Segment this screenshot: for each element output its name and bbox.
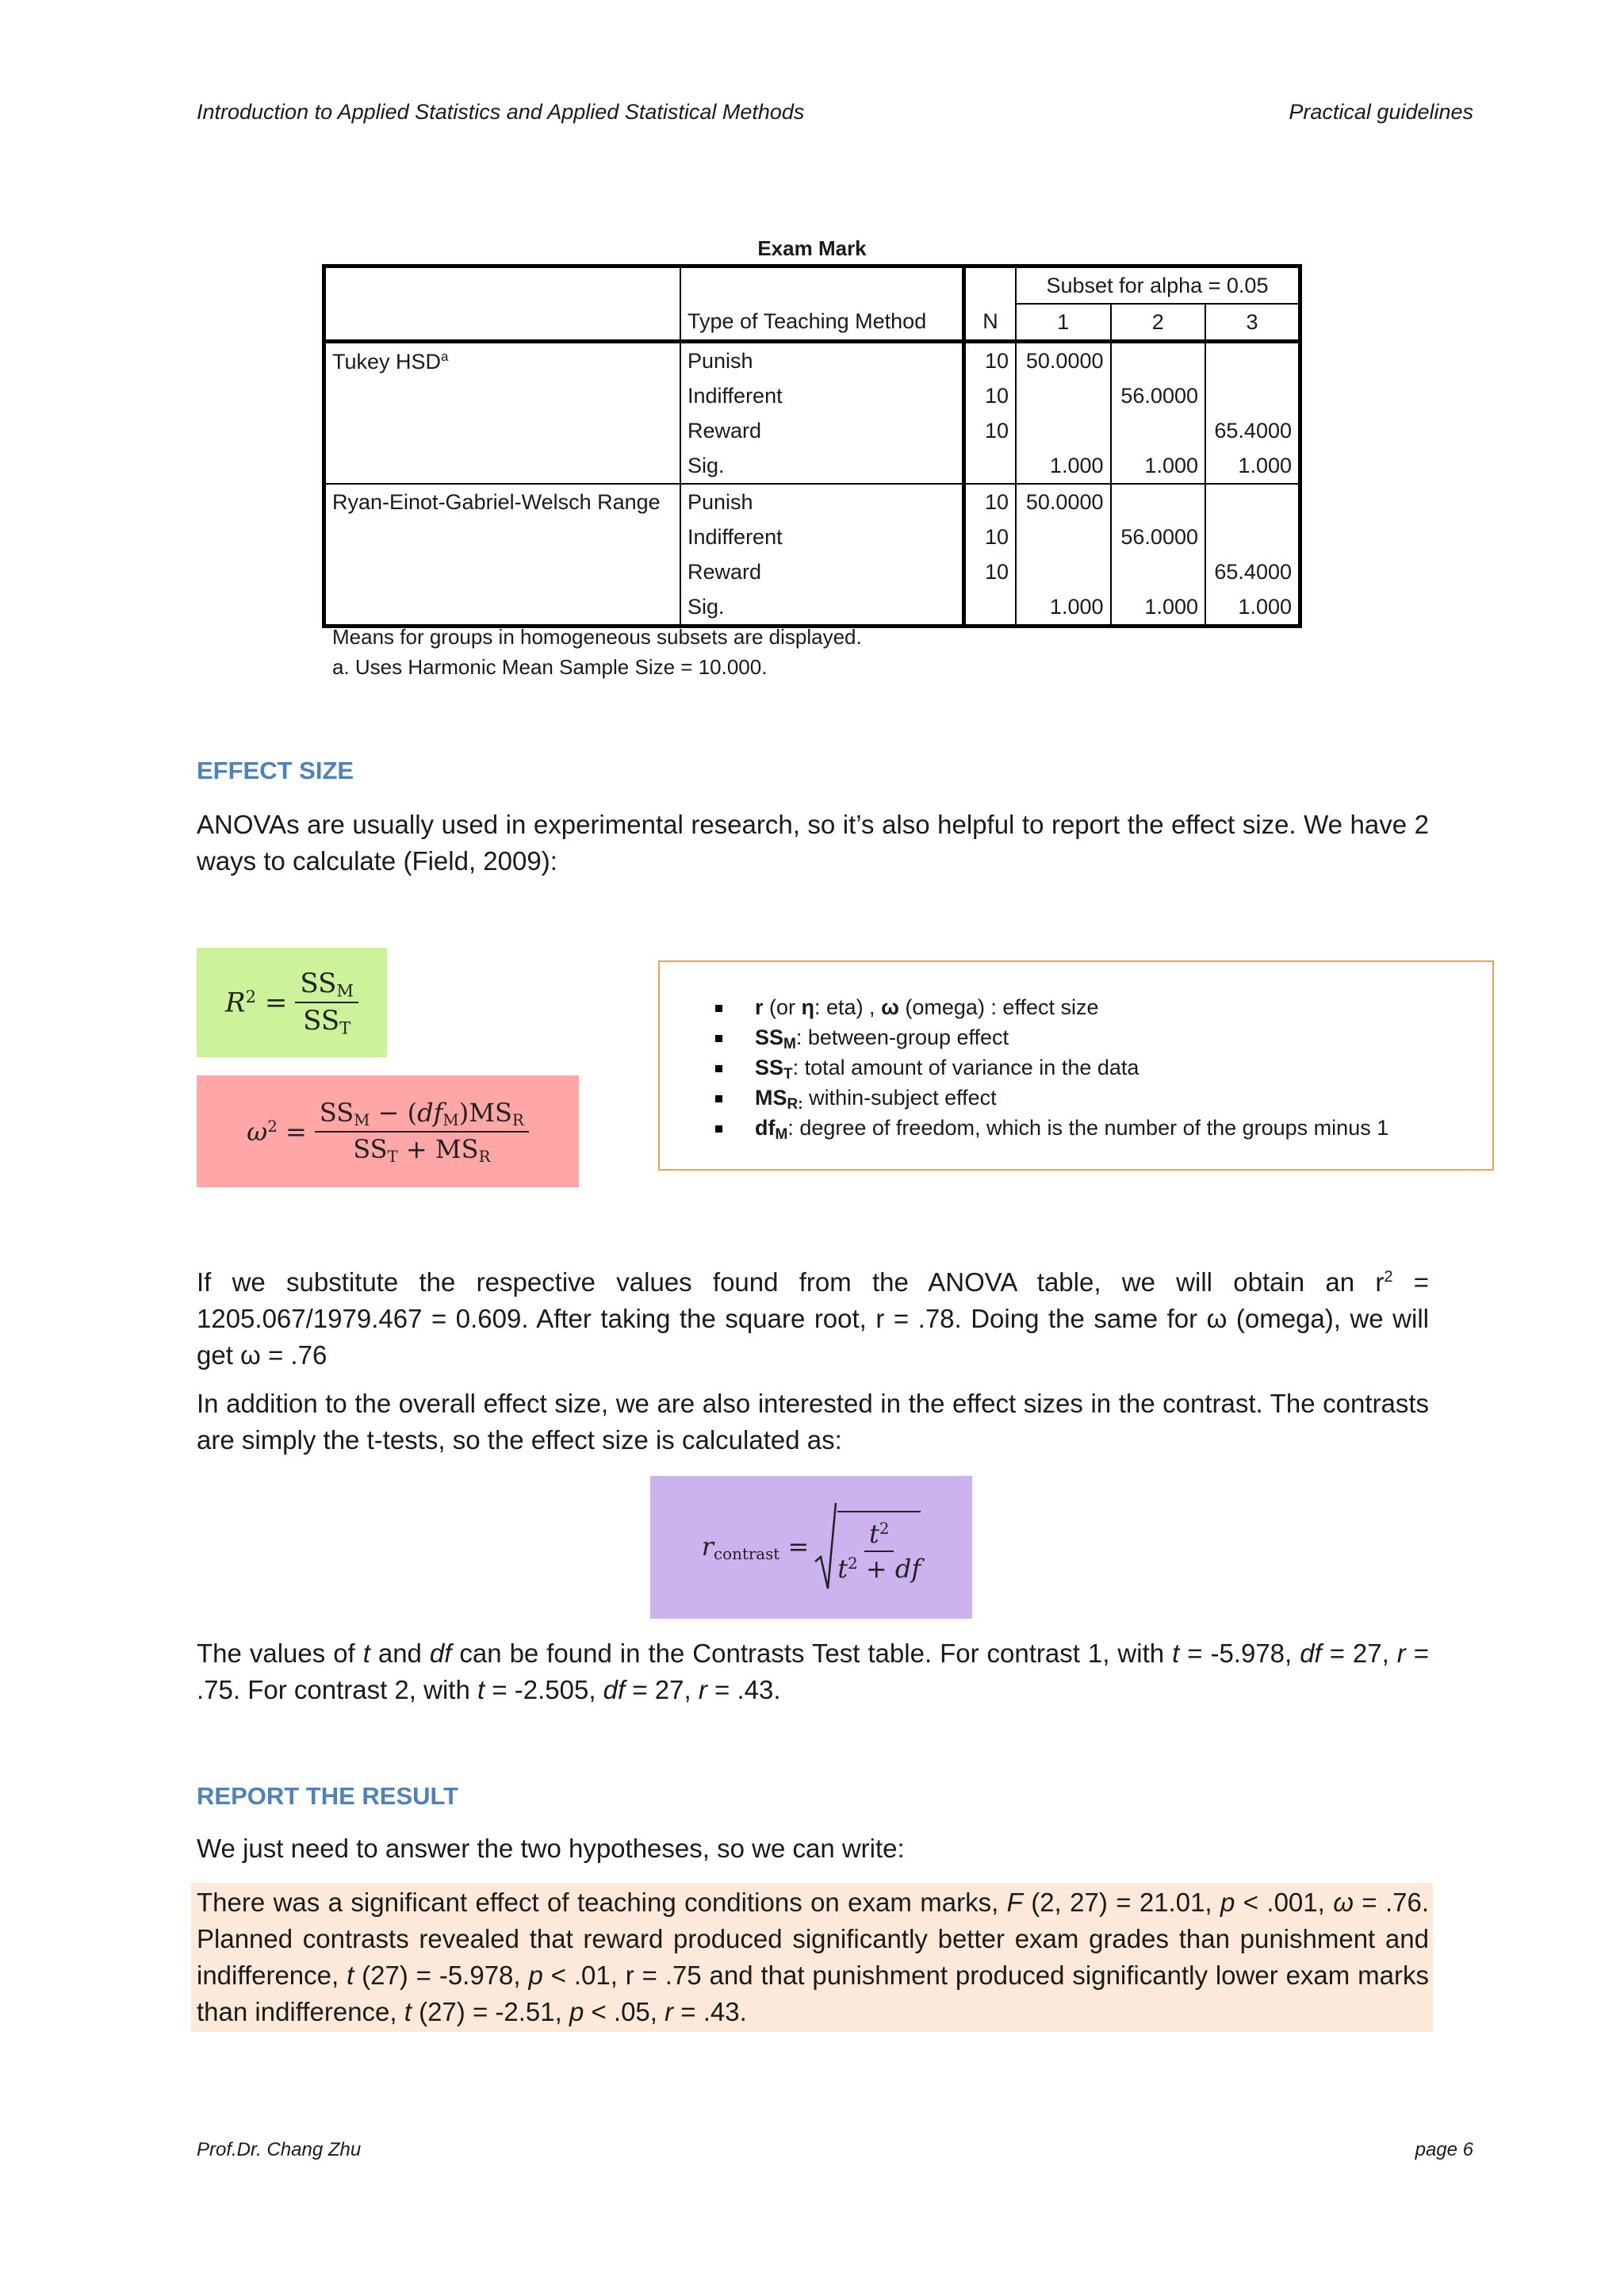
section-heading-effect-size: EFFECT SIZE: [197, 757, 354, 784]
section-heading-report: REPORT THE RESULT: [197, 1782, 459, 1810]
group-label-tukey: Tukey HSD$^a$: [324, 342, 681, 379]
result-paragraph: There was a significant effect of teaching conditions on exam marks, F (2, 27) = 21.01, p < .001, ω = .76. Planned contrasts revealed that reward produced significantly better exam grades than punishment and indifference, t (27) = -5.978, p < .01, r = .75 and that punishment produced significantly lower exam marks than indifference, t (27) = -2.51, p < .05, r = .43.: [197, 1888, 1429, 2026]
col-header-3: 3: [1205, 304, 1300, 342]
table-row: Reward 10 65.4000: [324, 554, 1300, 589]
table-row: Sig. 1.000 1.000 1.000: [324, 448, 1300, 484]
list-item: MSR: within-subject effect: [715, 1083, 1388, 1113]
contrast-values-paragraph: The values of t and df can be found in the Contrasts Test table. For contrast 1, with t = -5.978, df = 27, r = .75. For contrast 2, with t = -2.505, df = 27, r = .43.: [197, 1639, 1430, 1704]
bullet-icon: [715, 1125, 722, 1133]
homogeneous-subsets-table: [322, 264, 1302, 628]
col-header-n: N: [964, 304, 1017, 342]
r-contrast-formula: $r_{contrast}$ = $\frac{t^2}{t^2 + df}$: [650, 1476, 972, 1619]
symbol-legend-box: [658, 960, 1494, 1171]
bullet-icon: [715, 1005, 722, 1012]
table-row: Indifferent 10 56.0000: [324, 519, 1300, 554]
table-row: Sig. 1.000 1.000 1.000: [324, 589, 1300, 627]
r-squared-formula: $R^2$ = $\frac{SS_M}{SS_T}$: [197, 948, 387, 1057]
effect-intro-paragraph: ANOVAs are usually used in experimental research, so it’s also helpful to report the effect size. We have 2 ways to calculate (Field, 2009):: [197, 810, 1429, 876]
substitution-paragraph: If we substitute the respective values found from the ANOVA table, we will obtain an $r^2 = 1205.067/1979.467 = 0.609$. After taking the square root, r = .78. Doing the same for ω (omega), we will get ω = .76: [197, 1267, 1429, 1370]
bullet-icon: [715, 1065, 722, 1072]
list-item: SST: total amount of variance in the data: [715, 1052, 1388, 1083]
contrast-intro-paragraph: In addition to the overall effect size, we are also interested in the effect sizes in the contrast. The contrasts are simply the t-tests, so the effect size is calculated as:: [197, 1389, 1429, 1455]
list-item: dfM: degree of freedom, which is the number of the groups minus 1: [715, 1113, 1388, 1143]
symbol-legend-list: [715, 992, 1388, 1143]
report-intro-paragraph: We just need to answer the two hypotheses, so we can write:: [197, 1834, 905, 1863]
col-header-1: 1: [1016, 304, 1111, 342]
running-header-right: Practical guidelines: [1289, 100, 1473, 124]
footer-author: Prof.Dr. Chang Zhu: [197, 2139, 362, 2160]
table-note-2: a. Uses Harmonic Mean Sample Size = 10.000.: [332, 655, 768, 679]
table-row: Reward 10 65.4000: [324, 413, 1300, 448]
table-row: Indifferent 10 56.0000: [324, 378, 1300, 413]
running-header-left: Introduction to Applied Statistics and Applied Statistical Methods: [197, 100, 805, 124]
table-note-1: Means for groups in homogeneous subsets are displayed.: [332, 625, 862, 649]
footer-page-number: page 6: [1415, 2139, 1473, 2160]
group-label-regwq: Ryan-Einot-Gabriel-Welsch Range: [324, 484, 681, 519]
table-caption: Exam Mark: [757, 236, 867, 260]
bullet-icon: [715, 1095, 722, 1102]
table-row: Tukey HSD$^a$ Punish 10 50.0000: [324, 342, 1300, 379]
subset-header: Subset for alpha = 0.05: [1016, 266, 1300, 305]
col-header-type: Type of Teaching Method: [680, 304, 964, 342]
square-root-icon: [814, 1500, 837, 1595]
col-header-2: 2: [1111, 304, 1206, 342]
list-item: r (or η: eta) , ω (omega) : effect size: [715, 992, 1388, 1022]
table-corner: [324, 266, 681, 305]
omega-squared-formula: $\omega^2$ = $\frac{SS_M - (df_M)MS_R}{SS_T + MS_R}$: [197, 1075, 579, 1187]
table-row: Ryan-Einot-Gabriel-Welsch Range Punish 10 50.0000: [324, 484, 1300, 519]
list-item: SSM: between-group effect: [715, 1022, 1388, 1052]
bullet-icon: [715, 1035, 722, 1042]
